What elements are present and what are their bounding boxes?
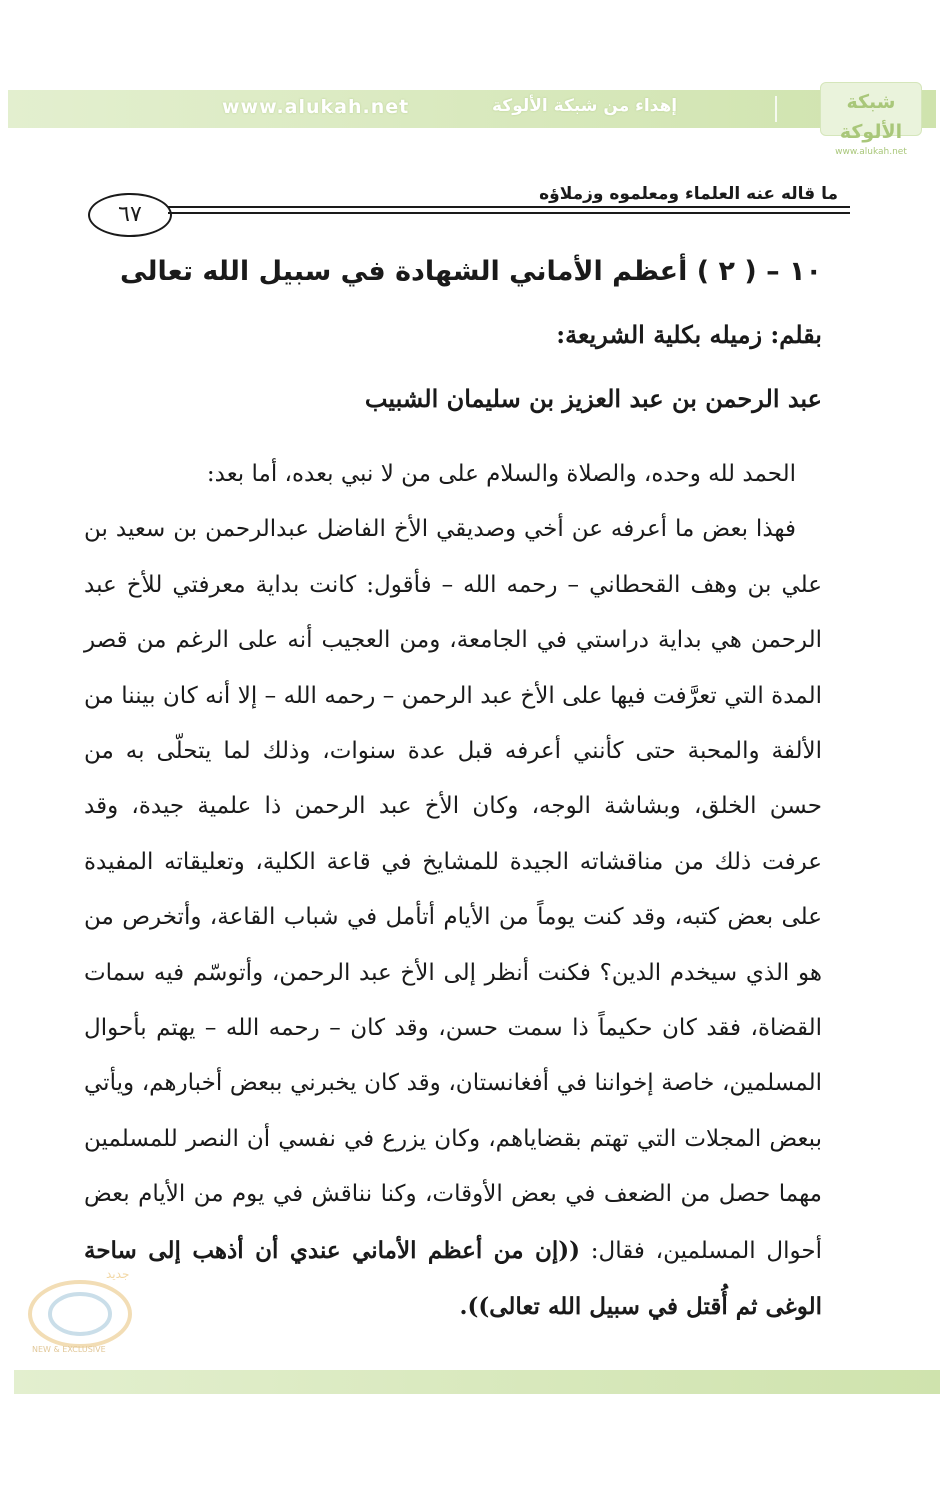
bottom-banner [14,1370,940,1394]
running-header: ما قاله عنه العلماء ومعلموه وزملاؤه [539,184,838,204]
quote-text: ((إن من أعظم الأماني عندي أن أذهب إلى ساحة الوغى ثم أُقتل في سبيل الله تعالى)). [84,1236,822,1321]
gift-text: إهداء من شبكة الألوكة [492,96,678,116]
paragraph-main-text: فهذا بعض ما أعرفه عن أخي وصديقي الأخ الفاضل عبدالرحمن بن سعيد بن علي بن وهف القحطاني – رحمه الله – فأقول: كانت بداية معرفتي للأخ عبد الرحمن هي بداية دراستي في الجامعة، ومن العجيب أنه على الرغم من قصر المدة التي تعرَّفت فيها على الأخ عبد الرحمن – رحمه الله – إلا أنه كان بيننا من الألفة والمحبة حتى كأنني أعرفه قبل عدة سنوات، وذلك لما يتحلّى به من حسن الخلق، وبشاشة الوجه، وكان الأخ عبد الرحمن ذا علمية جيدة، وقد عرفت ذلك من مناقشاته الجيدة للمشايخ في قاعة الكلية، وتعليقاته المفيدة على بعض كتبه، وقد كنت يوماً من الأيام أتأمل في شباب القاعة، وأتخرص من هو الذي سيخدم الدين؟ فكنت أنظر إلى الأخ عبد الرحمن، وأتوسّم فيه سمات القضاة، فقد كان حكيماً ذا سمت حسن، وقد كان – رحمه الله – يهتم بأحوال المسلمين، خاصة إخواننا في أفغانستان، وقد كان يخبرني ببعض أخبارهم، ويأتي ببعض المجلات التي تهتم بقضاياهم، وكان يزرع في نفسي أن النصر للمسلمين مهما حصل من الضعف في بعض الأوقات، وكنا نناقش في يوم من الأيام بعض أحوال المسلمين، فقال: [84,516,822,1264]
alukah-logo [820,82,922,157]
article-body [84,447,822,1336]
byline-role: بقلم: زميله بكلية الشريعة: [556,320,822,349]
header-rule [168,206,850,208]
header-rule [168,212,850,214]
logo-text: شبكة الألوكة [839,91,903,143]
site-url: www.alukah.net [222,96,410,118]
banner-divider [775,96,777,122]
paragraph-main [84,502,822,1335]
corner-logo-subtext: NEW & EXCLUSIVE [32,1345,106,1354]
page-number: ٦٧ [88,193,172,237]
corner-logo-text: جديد [106,1267,130,1281]
corner-logo [18,1262,142,1354]
paragraph-opening: الحمد لله وحده، والصلاة والسلام على من لا نبي بعده، أما بعد: [206,461,796,487]
top-banner [8,90,936,128]
section-heading: ١٠ – ( ٢ ) أعظم الأماني الشهادة في سبيل الله تعالى [120,256,822,287]
byline-name: عبد الرحمن بن عبد العزيز بن سليمان الشبيب [364,384,822,413]
logo-url: www.alukah.net [835,147,907,157]
